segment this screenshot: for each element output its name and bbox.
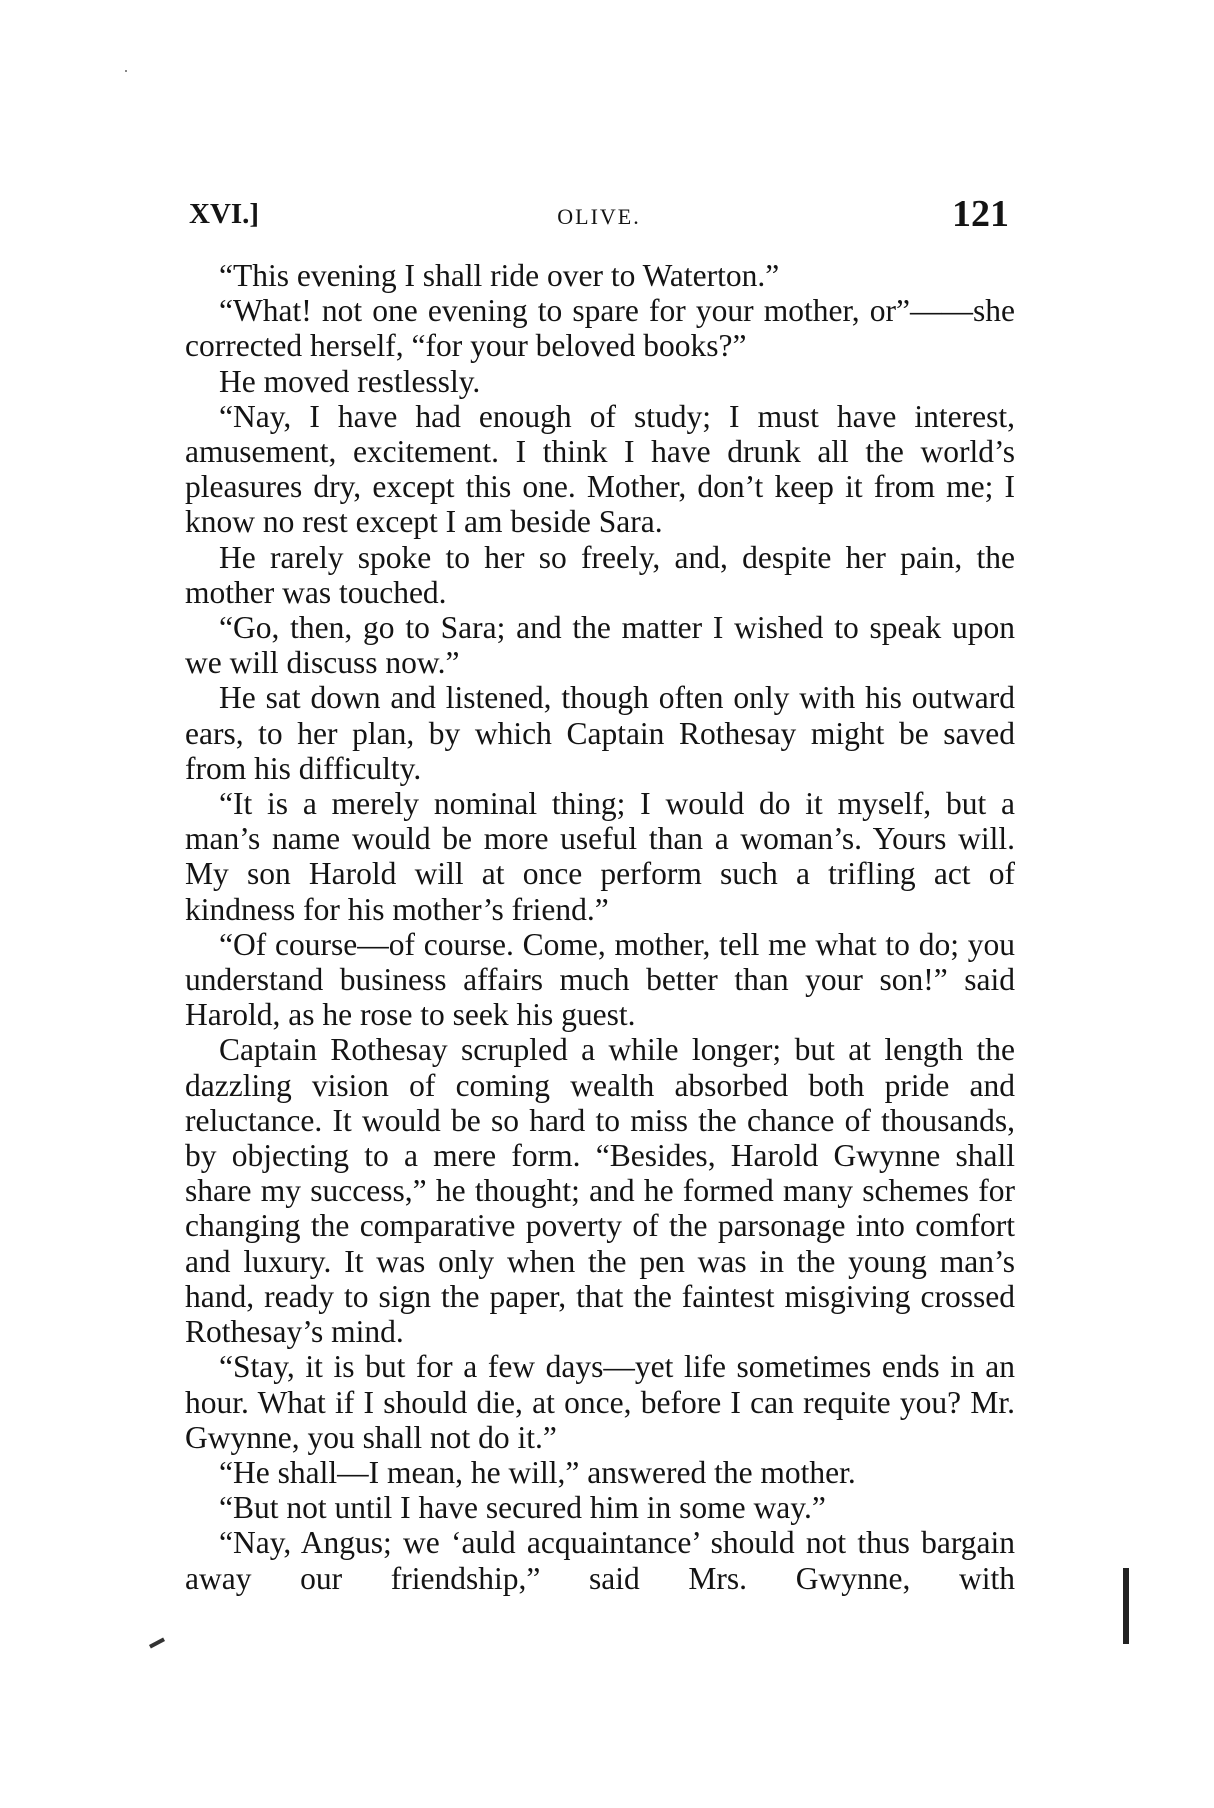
paragraph-6: “Go, then, go to Sara; and the matter I wished to speak upon we will discuss now.” [185,610,1015,681]
scan-mark [149,1637,165,1648]
body-text [185,258,1015,1596]
paragraph-4: “Nay, I have had enough of study; I must have interest, amusement, excitement. I think I have drunk all the world’s pleasures dry, except this one. Mother, don’t keep it from me; I know no rest except I am beside Sara. [185,398,1015,540]
paragraph-7: He sat down and listened, though often only with his outward ears, to her plan, by which Captain Rothesay might be saved from his difficulty. [185,680,1015,786]
paragraph-5: He rarely spoke to her so freely, and, despite her pain, the mother was touched. [185,539,1015,610]
paragraph-14: “Nay, Angus; we ‘auld acquaintance’ should not thus bargain away our friendship,” said Mrs. Gwynne, with [185,1525,1015,1596]
scan-speck [125,70,127,72]
running-header [189,193,1009,242]
page-number: 121 [952,193,1009,235]
paragraph-10: Captain Rothesay scrupled a while longer; but at length the dazzling vision of coming wealth absorbed both pride and reluctance. It would be so hard to miss the chance of thousands, by objecting to a mere form. “Besides, Harold Gwynne shall share my success,” he thought; and he formed many schemes for changing the comparative poverty of the parsonage into comfort and luxury. It was only when the pen was in the young man’s hand, ready to sign the paper, that the faintest misgiving crossed Rothesay’s mind. [185,1032,1015,1350]
paragraph-9: “Of course—of course. Come, mother, tell me what to do; you understand business affairs much better than your son!” said Harold, as he rose to seek his guest. [185,926,1015,1033]
paragraph-13: “But not until I have secured him in some way.” [219,1490,826,1526]
paragraph-1: “This evening I shall ride over to Waterton.” [219,258,780,293]
paragraph-3: He moved restlessly. [219,363,481,399]
paragraph-2: “What! not one evening to spare for your mother, or”——she corrected herself, “for your beloved books?” [185,293,1015,364]
paragraph-11: “Stay, it is but for a few days—yet life sometimes ends in an hour. What if I should die, at once, before I can requite you? Mr. Gwynne, you shall not do it.” [185,1349,1015,1455]
paragraph-8: “It is a merely nominal thing; I would do it myself, but a man’s name would be more useful than a woman’s. Yours will. My son Harold will at once perform such a trifling act of kindness for his mother’s friend.” [185,786,1015,927]
running-title: OLIVE. [557,204,641,229]
page-edge-mark [1123,1568,1129,1644]
chapter-label: XVI.] [189,198,260,230]
paragraph-12: “He shall—I mean, he will,” answered the mother. [219,1454,856,1490]
